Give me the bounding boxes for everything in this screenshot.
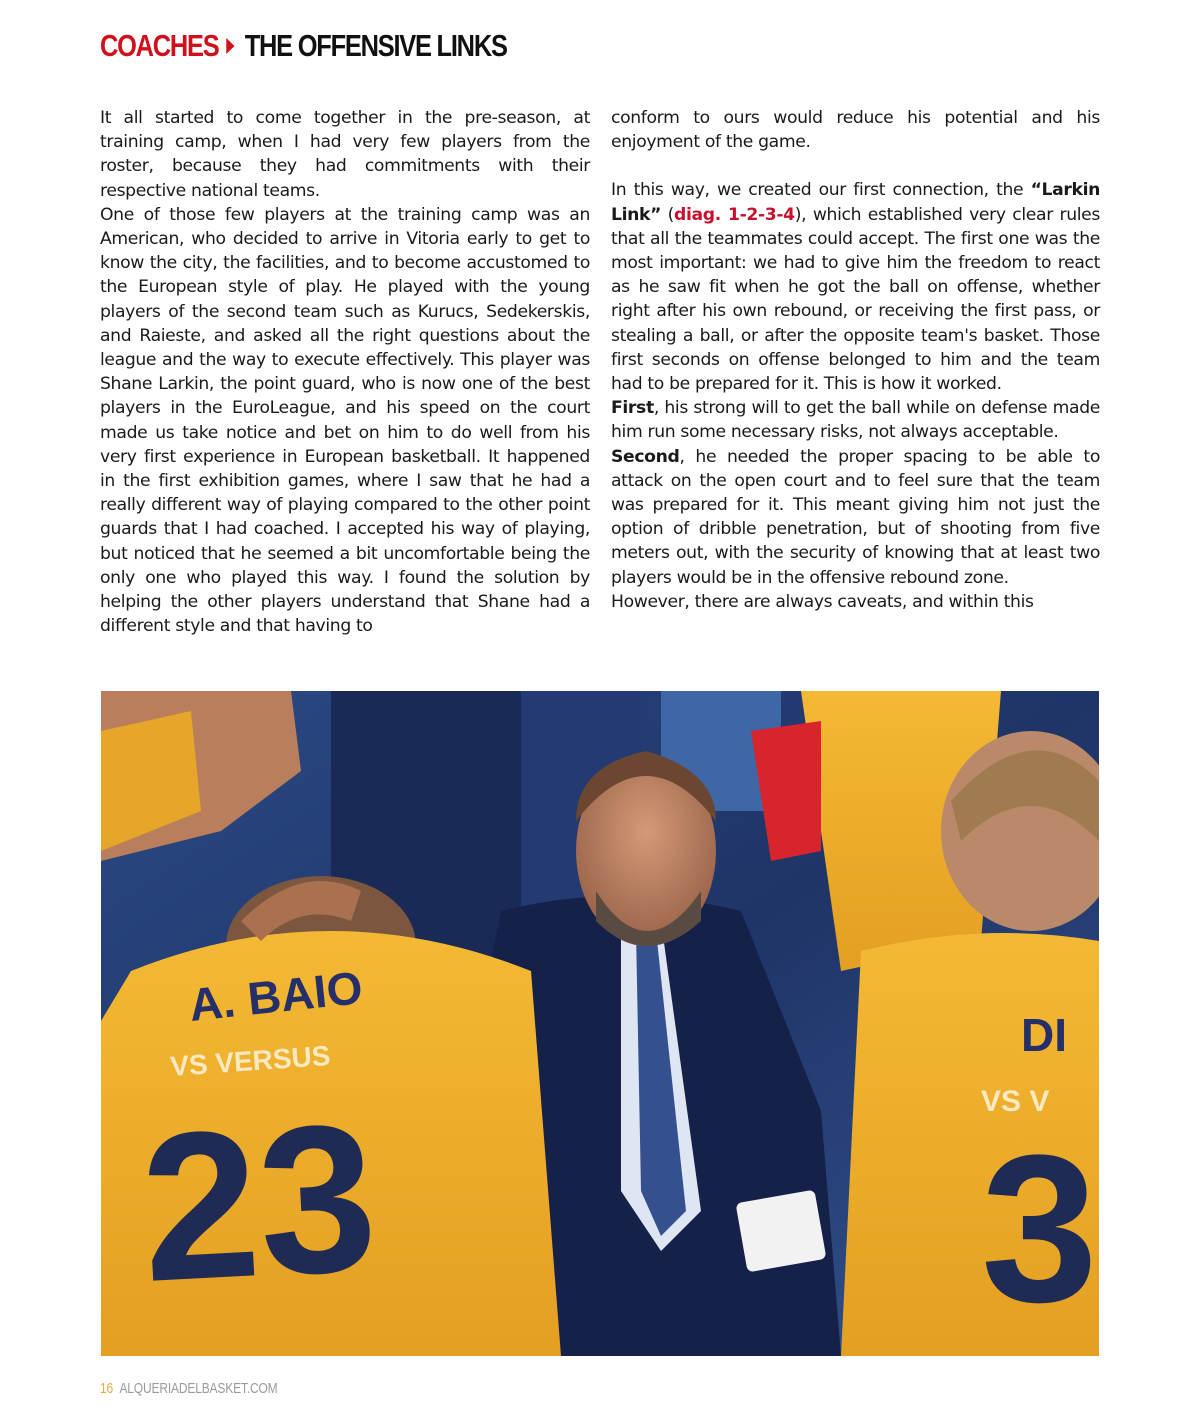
- paragraph: [611, 396, 1100, 444]
- bold-term: Second: [611, 446, 680, 467]
- text-run: In this way, we created our first connection, the: [611, 180, 1031, 201]
- photo-illustration: [101, 691, 1099, 1356]
- paragraph: One of those few players at the training camp was an American, who decided to arrive in Vitoria early to get to know the city, the facilities, and to become accustomed to the European style of play. He played with the young players of the second team such as Kurucs, Sedekerskis, and Raieste, and asked all the right questions about the league and the way to execute effectively. This player was Shane Larkin, the point guard, who is now one of the best players in the EuroLeague, and his speed on the court made us take notice and bet on him to do well from his very first experience in European basketball. It happened in the first exhibition games, where I saw that he had a really different way of playing compared to the other point guards that I had coached. I accepted his way of playing, but noticed that he seemed a bit uncomfortable being the only one who played this way. I found the solution by helping the other players understand that Shane had a different style and that having to: [100, 204, 590, 637]
- paragraph: [611, 445, 1100, 590]
- team-huddle-photo: [101, 691, 1099, 1356]
- diagram-reference: diag. 1-2-3-4: [674, 204, 795, 225]
- jersey-number: 23: [136, 1079, 382, 1326]
- bold-term: “Larkin Link”: [611, 180, 1100, 225]
- jersey-sponsor: VS V: [981, 1085, 1050, 1118]
- paragraph: However, there are always caveats, and within this: [611, 591, 1034, 612]
- bold-term: First: [611, 398, 654, 419]
- paragraph: [611, 178, 1100, 396]
- triangle-arrow-icon: [226, 38, 234, 54]
- text-run: (: [661, 204, 675, 225]
- article-column-right: [611, 106, 1100, 614]
- paragraph: conform to ours would reduce his potential and his enjoyment of the game.: [611, 108, 1100, 153]
- page-footer: [100, 1380, 277, 1397]
- jersey-number: 3: [981, 1111, 1098, 1346]
- site-url: ALQUERIADELBASKET.COM: [119, 1380, 278, 1397]
- page-number: 16: [100, 1380, 114, 1397]
- article-column-left: [100, 106, 590, 638]
- section-label: COACHES: [100, 28, 219, 63]
- section-header: [100, 26, 507, 66]
- jersey-name: A. BAIO: [186, 961, 365, 1031]
- text-run: , he needed the proper spacing to be able to attack on the open court and to feel sure that the team was prepared for it. This meant giving him not just the option of dribble penetration, but of shooting from five meters out, with the security of knowing that at least two players would be in the offensive rebound zone.: [611, 446, 1100, 588]
- text-run: , his strong will to get the ball while on defense made him run some necessary risks, not always acceptable.: [611, 398, 1100, 443]
- text-run: ), which established very clear rules that all the teammates could accept. The first one was the most important: we had to give him the freedom to react as he saw fit when he got the ball on offense, whether right after his own rebound, or receiving the first pass, or stealing a ball, or after the opposite team's basket. Those first seconds on offense belonged to him and the team had to be prepared for it. This is how it worked.: [611, 204, 1101, 395]
- jersey-name: DI: [1021, 1009, 1067, 1061]
- jersey-sponsor: VS VERSUS: [169, 1039, 332, 1082]
- article-title: THE OFFENSIVE LINKS: [244, 28, 507, 63]
- paragraph: It all started to come together in the pre-season, at training camp, when I had very few players from the roster, because they had commitments with their respective national teams.: [100, 108, 590, 201]
